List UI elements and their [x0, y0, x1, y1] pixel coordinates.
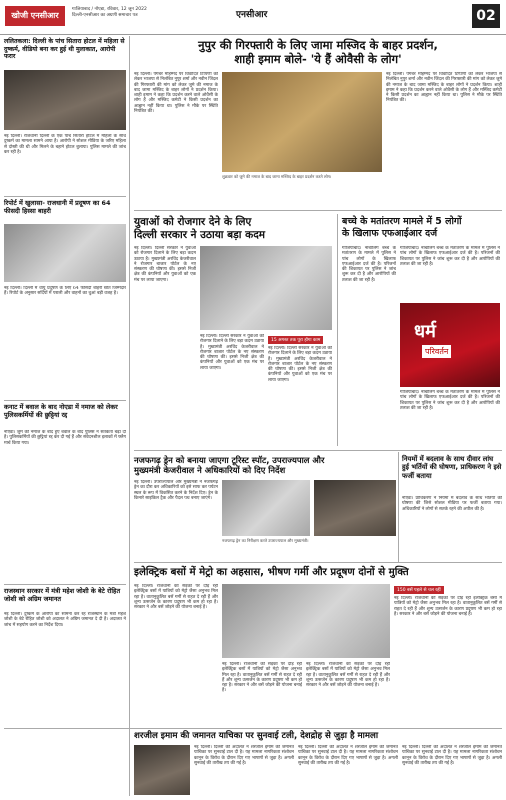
dateline-tagline: दिल्ली-एनसीआर का अग्रणी समाचार पत्र — [72, 13, 138, 18]
dateline — [72, 7, 147, 19]
buses-article-continued-2: नई दिल्ली। राजधानी की सड़कों पर दौड़ रही इलेक्ट्रिक बसों में यात्रियों को मेट्रो जैसा अनुभव मिल रहा है। वातानुकूलित बसें गर्मी से राहत दे रही हैं और शून्य उत्सर्जन के कारण प्रदूषण भी कम हो रहा है। सरकार ने और बसें जोड़ने की योजना बनाई है। — [306, 662, 390, 689]
left-photo-1 — [4, 70, 126, 130]
najafgarh-headline-line-2: मुख्यमंत्री केजरीवाल ने अधिकारियों को दिए निर्देश — [134, 465, 286, 476]
fir-article-continued-2: गाजियाबाद। नाबालिग बच्चे के मतांतरण के मामले में पुलिस ने पांच लोगों के खिलाफ एफआईआर दर्ज की है। परिजनों की शिकायत पर पुलिस ने जांच शुरू कर दी है और आरोपियों की तलाश की जा रही है। — [400, 390, 500, 411]
sharjeel-article-continued-2: नई दिल्ली। दिल्ली की अदालत ने शरजील इमाम की जमानत याचिका पर सुनवाई टाल दी है। यह मामला नागरिकता संशोधन कानून के विरोध के दौरान दिए गए भाषणों से जुड़ा है। अगली सुनवाई की तारीख तय की गई है। — [402, 745, 502, 766]
divider — [134, 562, 502, 563]
jobs-headline-line-2: दिल्ली सरकार ने उठाया बड़ा कदम — [134, 229, 266, 241]
lead-headline-line-1: नुपुर की गिरफ्तारी के लिए जामा मस्जिद के बाहर प्रदर्शन, — [198, 38, 438, 52]
jobs-article-continued-2: नई दिल्ली। दिल्ली सरकार ने युवाओं को रोजगार दिलाने के लिए बड़ा कदम उठाया है। मुख्यमंत्री अरविंद केजरीवाल ने रोजगार बाजार पोर्टल के नए संस्करण की घोषणा की। इससे निजी क्षेत्र की कंपनियों और युवाओं को एक मंच पर लाया जाएगा। — [268, 346, 332, 383]
fir-article-continued: गाजियाबाद। नाबालिग बच्चे के मतांतरण के मामले में पुलिस ने पांच लोगों के खिलाफ एफआईआर दर्ज की है। परिजनों की शिकायत पर पुलिस ने जांच शुरू कर दी है और आरोपियों की तलाश की जा रही है। — [400, 246, 500, 267]
sharjeel-headline: शरजील इमाम की जमानत याचिका पर सुनवाई टली, देशद्रोह से जुड़ा है मामला — [134, 731, 379, 741]
jobs-photo — [200, 246, 332, 330]
left-article-4: नई दिल्ली। दुष्कर्म के आरोपों का सामना कर रहे राजस्थान के मंत्री महेश जोशी के बेटे रोहित जोशी को अदालत ने अग्रिम जमानत दे दी है। अदालत ने जांच में सहयोग करने का निर्देश दिया। — [4, 612, 126, 628]
jobs-headline-line-1: युवाओं को रोजगार देने के लिए — [134, 216, 252, 228]
najafgarh-article: नई दिल्ली। उपराज्यपाल और मुख्यमंत्री ने नजफगढ़ ड्रेन का दौरा कर अधिकारियों को इसे साफ कर पर्यटन स्थल के रूप में विकसित करने के निर्देश दिए। ड्रेन के किनारे साइकिल ट्रैक और पैदल पथ बनाए जाएंगे। — [134, 480, 218, 501]
sharjeel-photo — [134, 745, 190, 795]
brand-logo: खोजी एनसीआर — [5, 6, 65, 26]
jobs-article-continued: नई दिल्ली। दिल्ली सरकार ने युवाओं को रोजगार दिलाने के लिए बड़ा कदम उठाया है। मुख्यमंत्री अरविंद केजरीवाल ने रोजगार बाजार पोर्टल के नए संस्करण की घोषणा की। इससे निजी क्षेत्र की कंपनियों और युवाओं को एक मंच पर लाया जाएगा। — [200, 334, 264, 371]
najafgarh-photo-2 — [314, 480, 396, 536]
buses-article: नई दिल्ली। राजधानी की सड़कों पर दौड़ रही इलेक्ट्रिक बसों में यात्रियों को मेट्रो जैसा अनुभव मिल रहा है। वातानुकूलित बसें गर्मी से राहत दे रही हैं और शून्य उत्सर्जन के कारण प्रदूषण भी कम हो रहा है। सरकार ने और बसें जोड़ने की योजना बनाई है। — [134, 584, 218, 611]
fir-headline-line-1: बच्चे के मतांतरण मामले में 5 लोगों — [342, 216, 462, 227]
lead-photo — [222, 72, 382, 172]
divider — [134, 450, 502, 451]
divider — [4, 400, 126, 401]
jobs-subhead: 15 अगस्त तक पूरा होगा काम — [268, 336, 323, 344]
ad-subtitle: परिवर्तन — [422, 345, 451, 358]
page-header — [0, 0, 506, 35]
buses-photo — [222, 584, 390, 658]
left-photo-2 — [4, 224, 126, 282]
divider — [134, 210, 502, 211]
sharjeel-article: नई दिल्ली। दिल्ली की अदालत ने शरजील इमाम की जमानत याचिका पर सुनवाई टाल दी है। यह मामला नागरिकता संशोधन कानून के विरोध के दौरान दिए गए भाषणों से जुड़ा है। अगली सुनवाई की तारीख तय की गई है। — [194, 745, 294, 766]
sharjeel-article-continued: नई दिल्ली। दिल्ली की अदालत ने शरजील इमाम की जमानत याचिका पर सुनवाई टाल दी है। यह मामला नागरिकता संशोधन कानून के विरोध के दौरान दिए गए भाषणों से जुड़ा है। अगली सुनवाई की तारीख तय की गई है। — [298, 745, 398, 766]
lead-photo-caption: शुक्रवार को जुमे की नमाज के बाद जामा मस्जिद के बाहर प्रदर्शन करते लोग। — [222, 174, 332, 179]
column-rule — [337, 214, 338, 446]
column-rule — [129, 36, 130, 796]
fir-headline-line-2: के खिलाफ एफआईआर दर्ज — [342, 228, 438, 239]
lead-article-continued: नई दिल्ली। पैगंबर मोहम्मद पर विवादित टिप्पणी को लेकर भाजपा से निलंबित नुपुर शर्मा और नवीन जिंदल की गिरफ्तारी की मांग को लेकर जुमे की नमाज के बाद जामा मस्जिद के बाहर लोगों ने प्रदर्शन किया। शाही इमाम ने कहा कि प्रदर्शन करने वाले ओवैसी के लोग हैं और मस्जिद कमेटी ने किसी प्रदर्शन का आह्वान नहीं किया था। पुलिस ने मौके पर स्थिति नियंत्रित की। — [386, 72, 502, 104]
section-title: एनसीआर — [236, 10, 268, 20]
left-headline-3: कनाट में बवाल के बाद नोएडा में नमाज को लेकर पुलिसकर्मियों की छुट्टियां रद्द — [4, 403, 118, 419]
rules-article: नोएडा। प्राधिकरण ने नियमों में बदलाव के साथ भर्तियों की घोषणा की जिसे सोशल मीडिया पर फर्जी बताया गया। अधिकारियों ने लोगों से सतर्क रहने की अपील की है। — [402, 496, 502, 512]
najafgarh-caption: नजफगढ़ ड्रेन का निरीक्षण करते उपराज्यपाल और मुख्यमंत्री। — [222, 538, 309, 543]
buses-article-continued-3: नई दिल्ली। राजधानी की सड़कों पर दौड़ रही इलेक्ट्रिक बसों में यात्रियों को मेट्रो जैसा अनुभव मिल रहा है। वातानुकूलित बसें गर्मी से राहत दे रही हैं और शून्य उत्सर्जन के कारण प्रदूषण भी कम हो रहा है। सरकार ने और बसें जोड़ने की योजना बनाई है। — [394, 596, 502, 617]
column-rule — [398, 452, 399, 562]
najafgarh-photo-1 — [222, 480, 310, 536]
lead-headline — [134, 38, 502, 66]
buses-subhead: 150 बसें पहले से चल रहीं — [394, 586, 444, 594]
left-headline-2: रिपोर्ट में खुलासा- राजधानी में प्रदूषण का 64 फीसदी हिस्सा बाहरी — [4, 199, 111, 215]
fir-headline — [342, 216, 502, 240]
page-number: 02 — [472, 4, 500, 28]
fir-article: गाजियाबाद। नाबालिग बच्चे के मतांतरण के मामले में पुलिस ने पांच लोगों के खिलाफ एफआईआर दर्ज की है। परिजनों की शिकायत पर पुलिस ने जांच शुरू कर दी है और आरोपियों की तलाश की जा रही है। — [342, 246, 396, 283]
lead-article: नई दिल्ली। पैगंबर मोहम्मद पर विवादित टिप्पणी को लेकर भाजपा से निलंबित नुपुर शर्मा और नवीन जिंदल की गिरफ्तारी की मांग को लेकर जुमे की नमाज के बाद जामा मस्जिद के बाहर लोगों ने प्रदर्शन किया। शाही इमाम ने कहा कि प्रदर्शन करने वाले ओवैसी के लोग हैं और मस्जिद कमेटी ने किसी प्रदर्शन का आह्वान नहीं किया था। पुलिस ने मौके पर स्थिति नियंत्रित की। — [134, 72, 218, 115]
ad-title: धर्म — [414, 321, 436, 342]
left-article-2: नई दिल्ली। दिल्ली में वायु प्रदूषण के लिए 64 फीसदी बाहरी स्रोत जिम्मेदार हैं। रिपोर्ट के अनुसार सर्दियों में पराली और वाहनों का धुआं बड़ी वजह है। — [4, 286, 126, 297]
najafgarh-headline — [134, 455, 396, 476]
left-article-3: नोएडा। जुमे की नमाज के बाद हुए बवाल के बाद पुलिस ने सतर्कता बढ़ा दी है। पुलिसकर्मियों की छुट्टियां रद्द कर दी गई हैं और संवेदनशील इलाकों में फ्लैग मार्च किया गया। — [4, 430, 126, 446]
lead-headline-line-2: शाही इमाम बोले- 'ये हैं ओवैसी के लोग' — [234, 52, 402, 66]
left-article-1: नई दिल्ली। राजधानी दिल्ली के एक पांच सितारा होटल में महिला के साथ दुष्कर्म का मामला सामने आया है। आरोपी ने सोशल मीडिया के जरिए महिला से दोस्ती की थी और मिलने के बहाने होटल बुलाया। पुलिस मामले की जांच कर रही है। — [4, 134, 126, 155]
rules-headline: नियमों में बदलाव के साथ दीवार लांघ हुई भर्तियों की घोषणा, प्राधिकरण ने इसे फर्जी बताया — [402, 455, 502, 480]
buses-headline: इलेक्ट्रिक बसों में मेट्रो का अहसास, भीषण गर्मी और प्रदूषण दोनों से मुक्ति — [134, 567, 409, 578]
ad-banner — [400, 303, 500, 387]
divider — [4, 196, 126, 197]
jobs-article: नई दिल्ली। दिल्ली सरकार ने युवाओं को रोजगार दिलाने के लिए बड़ा कदम उठाया है। मुख्यमंत्री अरविंद केजरीवाल ने रोजगार बाजार पोर्टल के नए संस्करण की घोषणा की। इससे निजी क्षेत्र की कंपनियों और युवाओं को एक मंच पर लाया जाएगा। — [134, 246, 196, 283]
left-headline-4: राजस्थान सरकार में मंत्री महेश जोशी के बेटे रोहित जोशी को अग्रिम जमानत — [4, 587, 121, 603]
left-headline-1: ललितकला: दिल्ली के पांच सितारा होटल में महिला से दुष्कर्म, वीडियो बना कर हुई थी मुलाकात, आरोपी फरार — [4, 38, 125, 61]
dateline-date: गाजियाबाद / नोएडा, रविवार, 12 जून 2022 — [72, 7, 147, 12]
jobs-headline — [134, 216, 334, 242]
najafgarh-headline-line-1: नजफगढ़ ड्रेन को बनाया जाएगा टूरिस्ट स्पॉट, उपराज्यपाल और — [134, 455, 325, 465]
divider — [4, 584, 126, 585]
buses-article-continued: नई दिल्ली। राजधानी की सड़कों पर दौड़ रही इलेक्ट्रिक बसों में यात्रियों को मेट्रो जैसा अनुभव मिल रहा है। वातानुकूलित बसें गर्मी से राहत दे रही हैं और शून्य उत्सर्जन के कारण प्रदूषण भी कम हो रहा है। सरकार ने और बसें जोड़ने की योजना बनाई है। — [222, 662, 302, 694]
divider — [4, 728, 502, 729]
